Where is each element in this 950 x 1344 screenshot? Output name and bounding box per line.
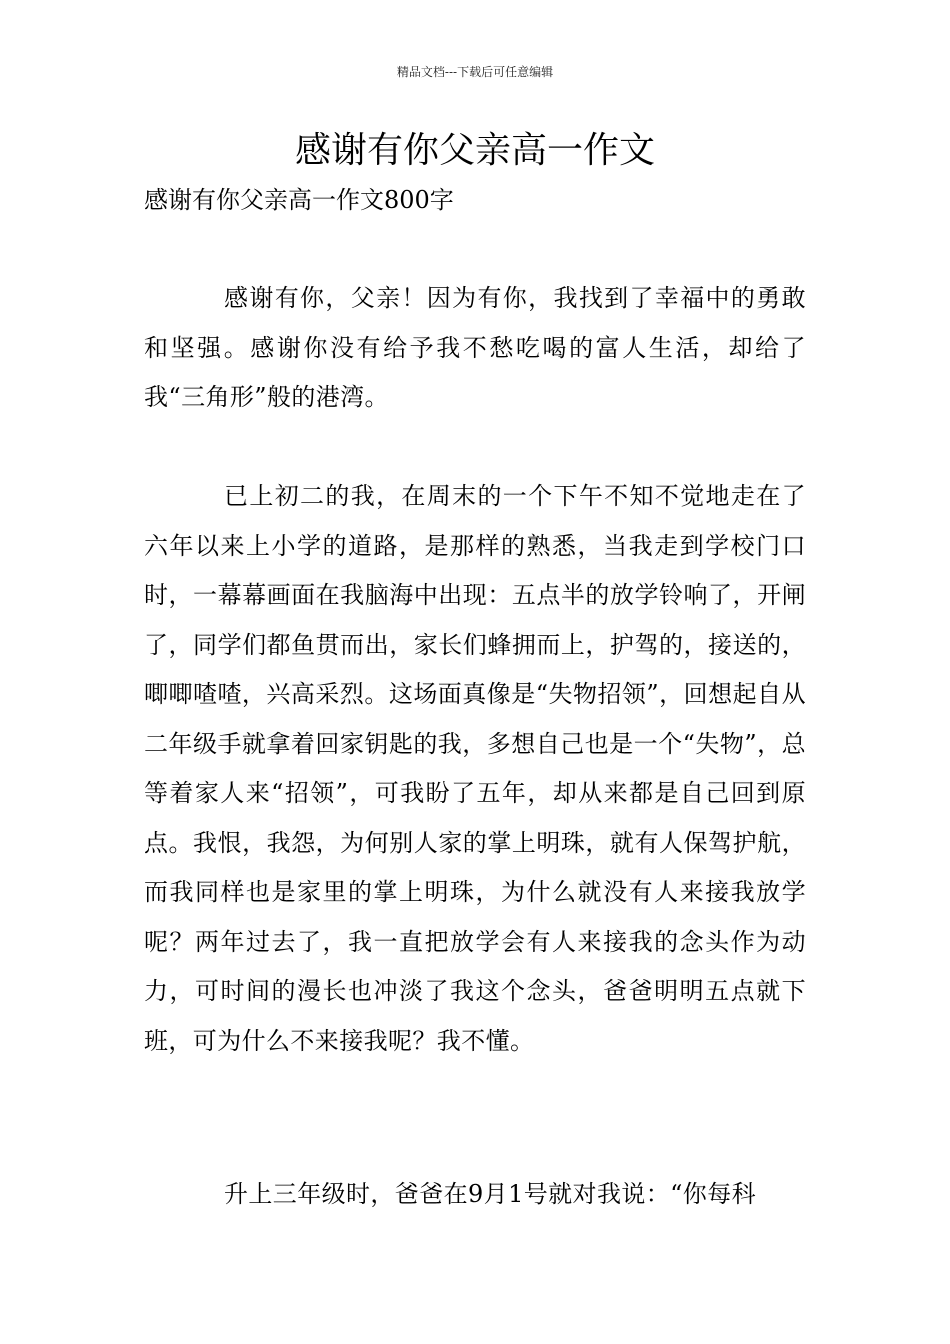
document-subtitle: 感谢有你父亲高一作文800字 <box>144 186 454 214</box>
paragraph-3: 升上三年级时，爸爸在9月1号就对我说：“你每科 <box>224 1180 757 1208</box>
header-note: 精品文档---下载后可任意编辑 <box>396 65 554 79</box>
document-title: 感谢有你父亲高一作文 <box>294 130 655 171</box>
paragraph-1: 感谢有你，父亲！因为有你，我找到了幸福中的勇敢和坚强。感谢你没有给予我不愁吃喝的富人生活，却给了我“三角形”般的港湾。 <box>144 284 806 411</box>
paragraph-2: 已上初二的我，在周末的一个下午不知不觉地走在了六年以来上小学的道路，是那样的熟悉，当我走到学校门口时，一幕幕画面在我脑海中出现：五点半的放学铃响了，开闸了，同学们都鱼贯而出，家长们蜂拥而上，护驾的，接送的，唧唧喳喳，兴高采烈。这场面真像是“失物招领”，回想起自从二年级手就拿着回家钥匙的我，多想自己也是一个“失物”，总等着家人来“招领”，可我盼了五年，却从来都是自己回到原点。我恨，我怨，为何别人家的掌上明珠，就有人保驾护航，而我同样也是家里的掌上明珠，为什么就没有人来接我放学呢？两年过去了，我一直把放学会有人来接我的念头作为动力，可时间的漫长也冲淡了我这个念头，爸爸明明五点就下班，可为什么不来接我呢？我不懂。 <box>144 482 806 1055</box>
